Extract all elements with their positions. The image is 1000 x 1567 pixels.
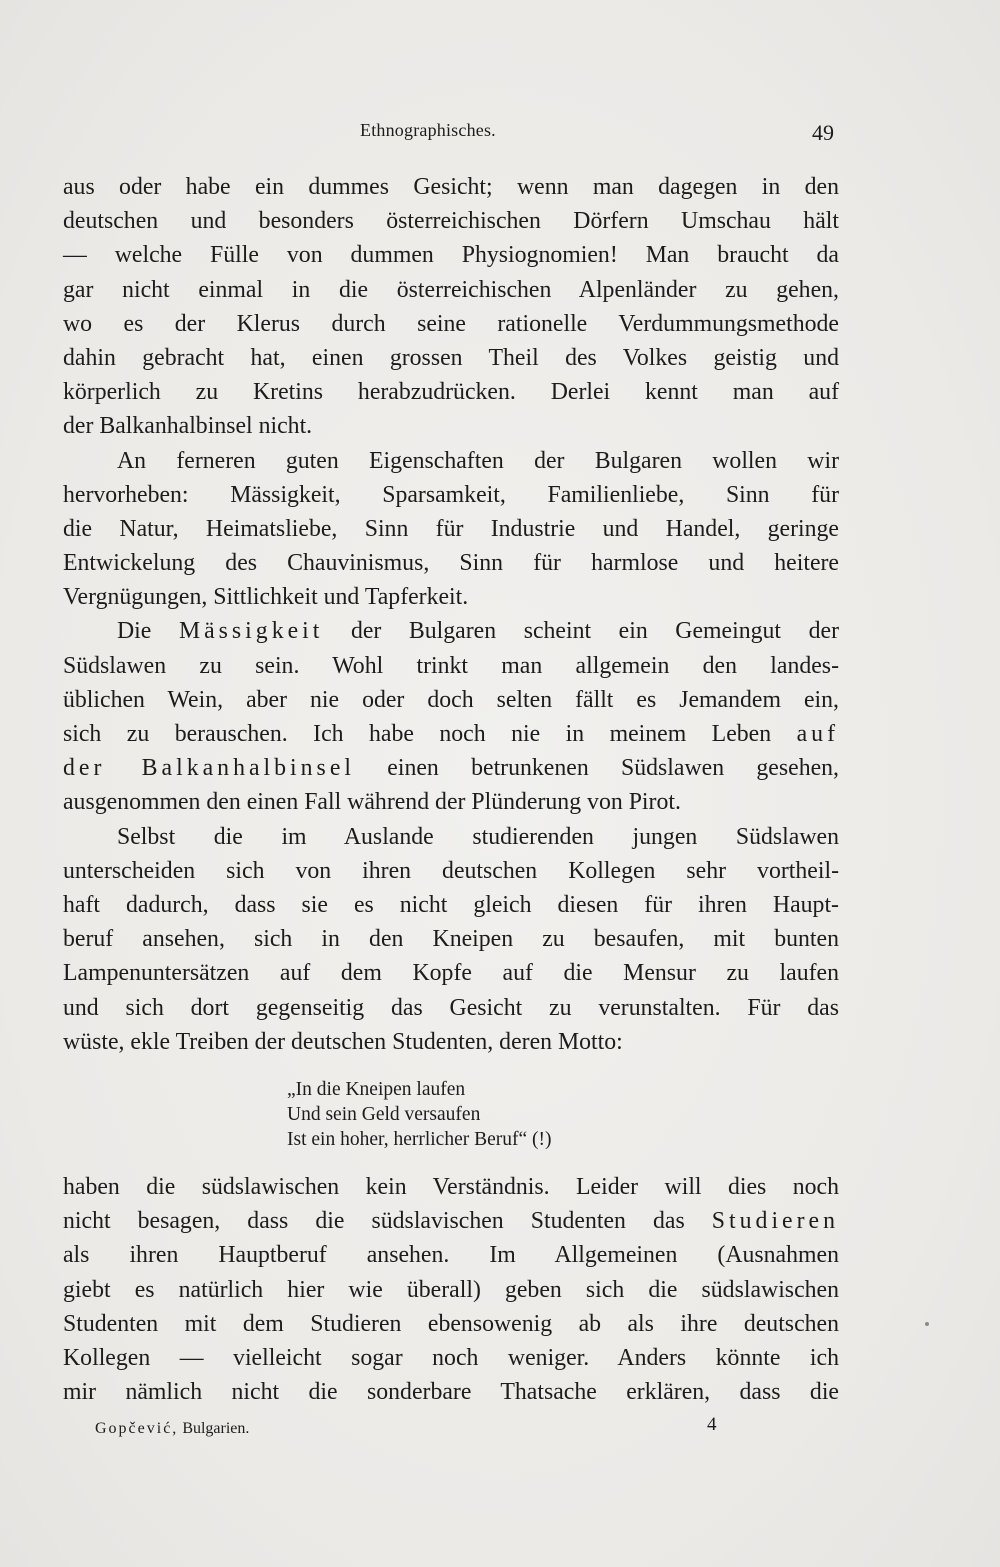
text-line: Selbst die im Auslande studierenden jungen Südslawen [117, 823, 839, 850]
spaced-emphasis: der Balkanhalbinsel [63, 755, 355, 782]
paper-speck [925, 1322, 929, 1326]
text-run: Die [117, 618, 179, 645]
text-line: Kollegen — vielleicht sogar noch weniger. Anders könnte ich [63, 1344, 839, 1371]
text-line: — welche Fülle von dummen Physiognomien! Man braucht da [63, 242, 839, 269]
text-line: Vergnügungen, Sittlichkeit und Tapferkeit. [63, 584, 469, 611]
running-header: Ethnographisches. [360, 120, 496, 140]
text-line: Lampenuntersätzen auf dem Kopfe auf die Mensur zu laufen [63, 960, 839, 987]
text-line: deutschen und besonders österreichischen Dörfern Umschau hält [63, 208, 839, 235]
verse-line: „In die Kneipen laufen [287, 1079, 466, 1100]
text-line: Entwickelung des Chauvinismus, Sinn für harmlose und heitere [63, 550, 839, 577]
text-line: wüste, ekle Treiben der deutschen Studenten, deren Motto: [63, 1028, 623, 1055]
text-line: unterscheiden sich von ihren deutschen Kollegen sehr vortheil- [63, 857, 839, 884]
verse-quote [287, 1077, 552, 1152]
page-number: 49 [812, 120, 834, 145]
text-line: als ihren Hauptberuf ansehen. Im Allgemeinen (Ausnahmen [63, 1242, 839, 1269]
footer-author: Gopčević, [95, 1420, 179, 1437]
text-line: körperlich zu Kretins herabzudrücken. Derlei kennt man auf [63, 379, 839, 406]
verse-line: Ist ein hoher, herrlicher Beruf“ (!) [287, 1129, 552, 1150]
text-line: ausgenommen den einen Fall während der Plünderung von Pirot. [63, 789, 681, 816]
body-text-top [63, 170, 839, 1059]
text-line: üblichen Wein, aber nie oder doch selten fällt es Jemandem ein, [63, 686, 839, 713]
text-line: mir nämlich nicht die sonderbare Thatsache erklären, dass die [63, 1379, 839, 1406]
text-run: nicht besagen, dass die südslavischen Studenten das [63, 1208, 712, 1235]
text-line: der Balkanhalbinsel nicht. [63, 413, 313, 440]
footer-signature-line [95, 1420, 249, 1438]
body-text-bottom [63, 1170, 839, 1409]
text-line [63, 751, 839, 785]
text-line: haben die südslawischen kein Verständnis. Leider will dies noch [63, 1174, 839, 1200]
text-line: aus oder habe ein dummes Gesicht; wenn man dagegen in den [63, 174, 839, 200]
text-line: haft dadurch, dass sie es nicht gleich diesen für ihren Haupt- [63, 891, 839, 918]
verse-line: Und sein Geld versaufen [287, 1104, 481, 1125]
footer-book: Bulgarien. [178, 1420, 250, 1437]
spaced-emphasis: auf [796, 721, 839, 747]
text-line: An ferneren guten Eigenschaften der Bulgaren wollen wir [117, 447, 839, 474]
text-line: hervorheben: Mässigkeit, Sparsamkeit, Familienliebe, Sinn für [63, 481, 839, 508]
text-line: giebt es natürlich hier wie überall) geben sich die südslawischen [63, 1276, 839, 1303]
text-line: Südslawen zu sein. Wohl trinkt man allgemein den landes- [63, 652, 839, 679]
text-line: wo es der Klerus durch seine rationelle Verdummungsmethode [63, 310, 839, 337]
text-line [63, 1204, 839, 1238]
text-line: und sich dort gegenseitig das Gesicht zu verunstalten. Für das [63, 994, 839, 1021]
footer-signature-mark: 4 [707, 1414, 717, 1435]
text-run: einen betrunkenen Südslawen gesehen, [355, 755, 839, 782]
text-line: die Natur, Heimatsliebe, Sinn für Industrie und Handel, geringe [63, 515, 839, 542]
text-line [63, 614, 839, 648]
text-line: Studenten mit dem Studieren ebensowenig ab als ihre deutschen [63, 1310, 839, 1337]
spaced-emphasis: Studieren [711, 1208, 839, 1235]
text-line [63, 717, 839, 751]
text-line: dahin gebracht hat, einen grossen Theil des Volkes geistig und [63, 344, 839, 371]
text-run: sich zu berauschen. Ich habe noch nie in meinem Leben [63, 721, 797, 747]
text-line: beruf ansehen, sich in den Kneipen zu besaufen, mit bunten [63, 926, 839, 953]
text-line: gar nicht einmal in die österreichischen Alpenländer zu gehen, [63, 276, 839, 303]
spaced-emphasis: Mässigkeit [178, 618, 324, 645]
text-run: der Bulgaren scheint ein Gemeingut der [323, 618, 839, 645]
